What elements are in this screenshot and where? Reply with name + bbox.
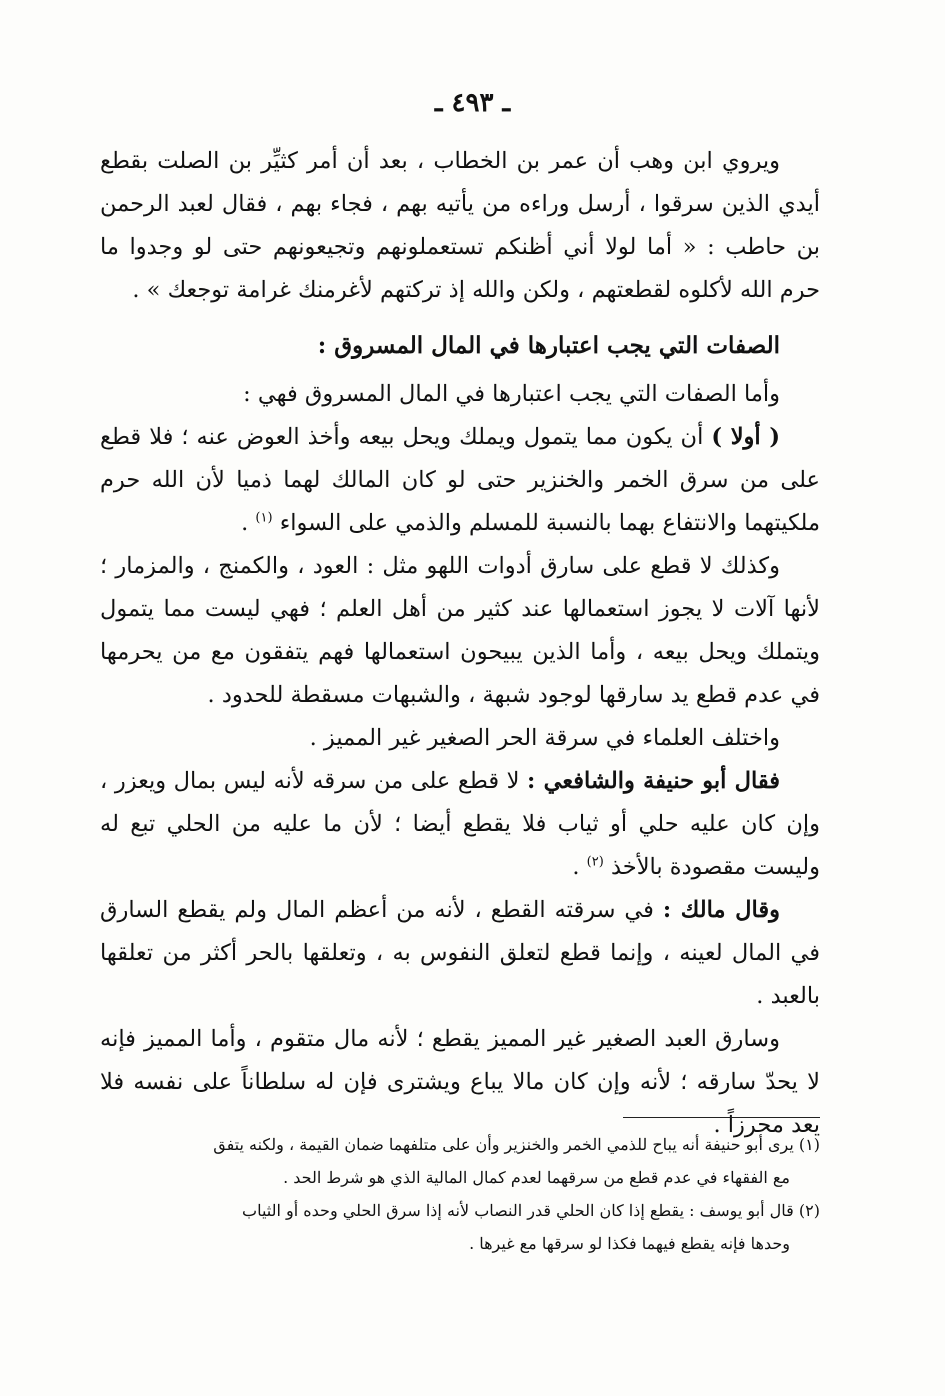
footnote-2-line-2: وحدها فإنه يقطع فيهما فكذا لو سرقها مع غيرها . [469,1234,790,1253]
paragraph-umar-narration: ويروي ابن وهب أن عمر بن الخطاب ، بعد أن أمر كثيِّر بن الصلت بقطع أيدي الذين سرقوا ، أرسل وراءه من يأتيه بهم ، فجاء بهم ، فقال لعبد الرحمن بن حاطب : « أما لولا أني أظنكم تستعملونهم وتجيعونهم حتى لو وجدوا ما حرم الله لأكلوه لقطعتهم ، ولكن والله إذ تركتهم لأغرمنك غرامة توجعك » . [100,148,820,303]
paragraph-malik [100,889,820,1018]
malik-label: وقال مالك : [662,897,780,923]
abu-hanifa-text: لا قطع على من سرقه لأنه ليس بمال ويعزر ، وإن كان عليه حلي أو ثياب فلا يقطع أيضا ؛ لأن ما عليه من الحلي تبع له وليست مقصودة بالأخذ [100,768,820,880]
footnote-1-line-1: (١) يرى أبو حنيفة أنه يباح للذمي الخمر والخنزير وأن على متلفهما ضمان القيمة ، ولكنه يتفق [213,1135,820,1154]
first-condition-text: أن يكون مما يتمول ويملك ويحل بيعه وأخذ العوض عنه ؛ فلا قطع على من سرق الخمر والخنزير حتى لو كان المالك لهما ذميا لأن الله حرم ملكيتهما والانتفاع بهما بالنسبة للمسلم والذمي على السواء [100,424,820,536]
first-condition-label: ( أولا ) [711,424,780,450]
footnote-2-line-1: (٢) قال أبو يوسف : يقطع إذا كان الحلي قدر النصاب لأنه إذا سرق الحلي وحده أو الثياب [242,1201,820,1220]
paragraph-intro: وأما الصفات التي يجب اعتبارها في المال المسروق فهي : [243,381,780,407]
footnote-1-line-2: مع الفقهاء في عدم قطع من سرقهما لعدم كمال المالية الذي هو شرط الحد . [283,1168,790,1187]
paragraph-abu-hanifa [100,760,820,889]
footnote-divider [623,1117,820,1118]
footnotes [100,1128,820,1260]
paragraph-instruments: وكذلك لا قطع على سارق أدوات اللهو مثل : العود ، والكمنج ، والمزمار ؛ لأنها آلات لا يجوز استعمالها عند كثير من أهل العلم ؛ فهي ليست مما يتمول ويتملك ويحل بيعه ، وأما الذين يبيحون استعمالها فهم يتفقون مع من يحرمها في عدم قطع يد سارقها لوجود شبهة ، والشبهات مسقطة للحدود . [100,553,820,708]
paragraph-slave: وسارق العبد الصغير غير المميز يقطع ؛ لأنه مال متقوم ، وأما المميز فإنه لا يحدّ سارقه ؛ لأنه وإن كان مالا يباع ويشترى فإن له سلطاناً على نفسه فلا يعد محرزاً . [100,1026,820,1138]
first-condition-end: . [241,510,256,536]
section-heading: الصفات التي يجب اعتبارها في المال المسروق : [317,332,780,359]
footnote-ref-1: (١) [255,510,273,526]
main-text [100,140,820,1147]
paragraph-disagreement: واختلف العلماء في سرقة الحر الصغير غير المميز . [309,725,780,751]
page-number: ـ ٤٩٣ ـ [434,88,511,118]
malik-text: في سرقته القطع ، لأنه من أعظم المال ولم يقطع السارق في المال لعينه ، وإنما قطع لتعلق النفوس به ، وتعلقها بالحر أكثر من تعلقها بالعبد . [100,897,820,1009]
footnote-ref-2: (٢) [586,854,604,870]
paragraph-first-condition [100,416,820,545]
abu-hanifa-end: . [572,854,587,880]
abu-hanifa-label: فقال أبو حنيفة والشافعي : [527,768,781,794]
